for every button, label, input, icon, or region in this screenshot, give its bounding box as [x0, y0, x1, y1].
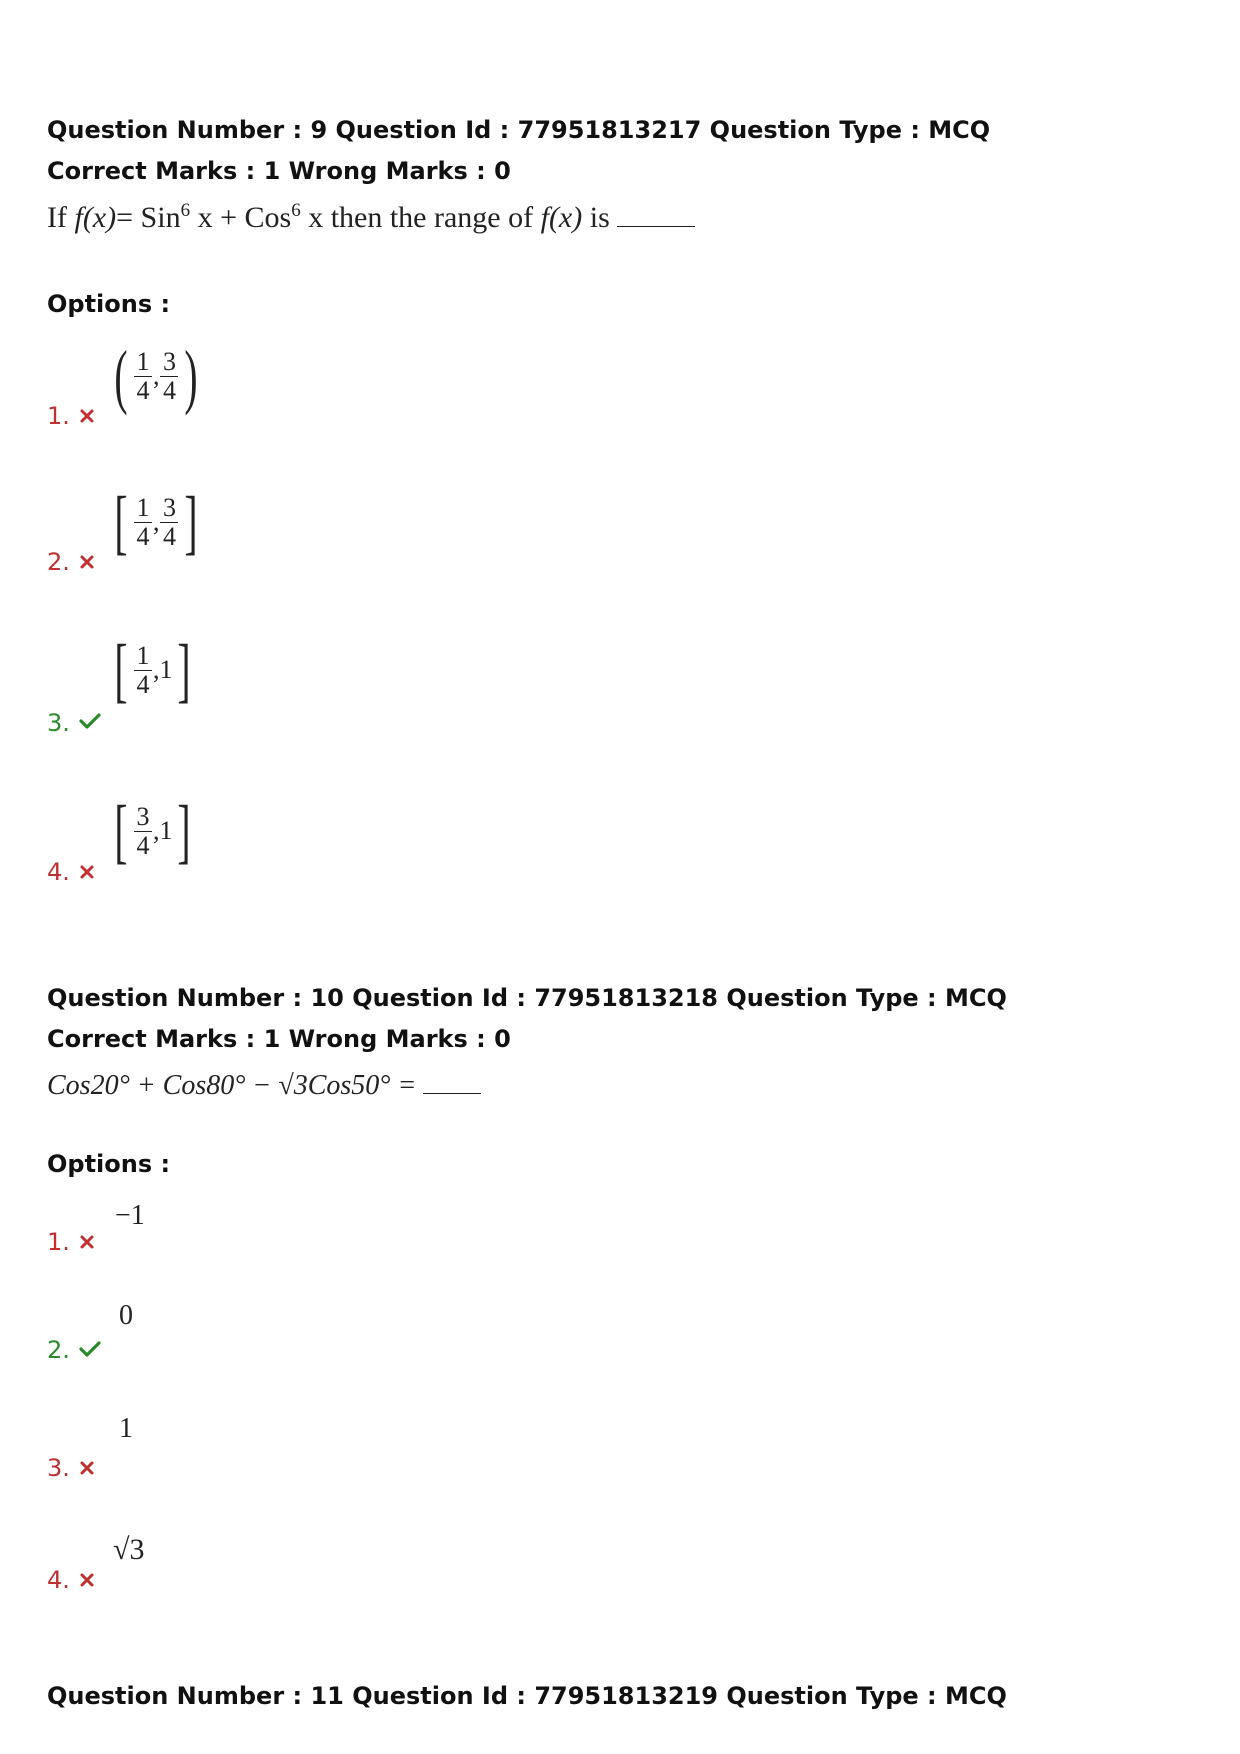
- answer-blank: [423, 1093, 481, 1094]
- question-text: Cos20° + Cos80° − √3Cos50° =: [47, 1070, 1007, 1102]
- option-number: 2.: [47, 1336, 70, 1364]
- option-math: [ $\frac{1}{4}$ , $\frac{3}{4}$ ]: [114, 482, 199, 562]
- question-header: Question Number : 9 Question Id : 77951813217 Question Type : MCQ: [47, 116, 991, 144]
- cross-icon: [79, 1460, 95, 1476]
- question-header: Question Number : 10 Question Id : 77951813218 Question Type : MCQ: [47, 984, 1007, 1012]
- cross-icon: [79, 1572, 95, 1588]
- option-number: 1.: [47, 402, 70, 430]
- answer-blank: [617, 226, 695, 227]
- check-icon: [79, 1340, 101, 1358]
- question-header: Question Number : 11 Question Id : 77951813219 Question Type : MCQ: [47, 1682, 1007, 1710]
- option-number: 4.: [47, 1566, 70, 1594]
- question-10: [47, 978, 1007, 1102]
- option-number: 3.: [47, 709, 70, 737]
- option-math: −1: [115, 1200, 145, 1231]
- cross-icon: [79, 1234, 95, 1250]
- option-math: √3: [113, 1533, 145, 1566]
- option-math: [ $\frac{1}{4}$ ,1 ]: [114, 630, 192, 710]
- question-9: [47, 110, 990, 235]
- question-marks: Correct Marks : 1 Wrong Marks : 0: [47, 157, 511, 185]
- cross-icon: [79, 864, 95, 880]
- option-math: ( $\frac{1}{4}$ , $\frac{3}{4}$ ): [114, 336, 199, 416]
- option-number: 3.: [47, 1454, 70, 1482]
- option-math: 1: [119, 1413, 133, 1444]
- cross-icon: [79, 554, 95, 570]
- question-marks: Correct Marks : 1 Wrong Marks : 0: [47, 1025, 511, 1053]
- option-number: 4.: [47, 858, 70, 886]
- question-11: [47, 1676, 1007, 1717]
- cross-icon: [79, 408, 95, 424]
- option-math: 0: [119, 1300, 133, 1331]
- options-label: Options :: [47, 290, 171, 318]
- option-math: [ $\frac{3}{4}$ ,1 ]: [114, 791, 192, 871]
- question-text: If f(x)= Sin$^6$ x + Cos$^6$ x then the range of f(x) is: [47, 200, 990, 235]
- option-number: 1.: [47, 1228, 70, 1256]
- option-number: 2.: [47, 548, 70, 576]
- options-label: Options :: [47, 1150, 171, 1178]
- check-icon: [79, 712, 101, 730]
